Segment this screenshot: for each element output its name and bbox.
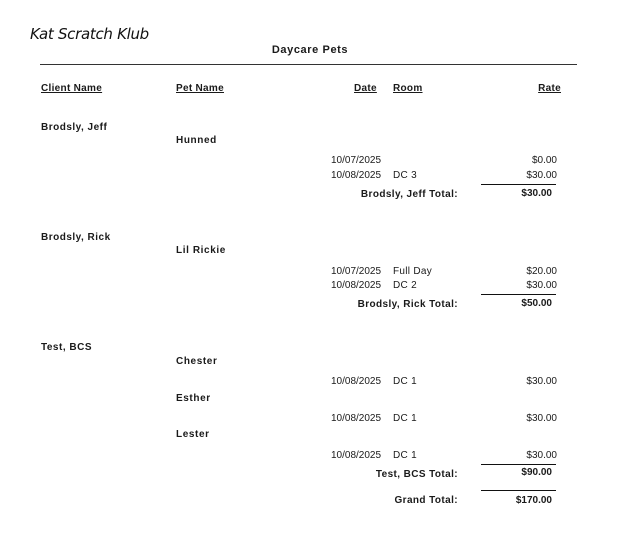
subtotal-rule	[481, 184, 556, 185]
subtotal-rule	[481, 464, 556, 465]
stay-room: DC 3	[393, 170, 417, 181]
column-header-date: Date	[354, 83, 377, 94]
client-total-value: $90.00	[521, 467, 552, 478]
stay-date: 10/08/2025	[331, 280, 382, 291]
stay-room: DC 2	[393, 280, 417, 291]
stay-rate: $20.00	[526, 266, 557, 277]
client-name: Test, BCS	[41, 342, 92, 353]
stay-date: 10/07/2025	[331, 266, 382, 277]
pet-name: Lester	[176, 429, 210, 440]
pet-name: Chester	[176, 356, 218, 367]
column-header-room: Room	[393, 83, 423, 94]
stay-date: 10/08/2025	[331, 376, 382, 387]
header-divider	[40, 64, 577, 65]
pet-name: Hunned	[176, 135, 217, 146]
stay-rate: $30.00	[526, 376, 557, 387]
pet-name: Lil Rickie	[176, 245, 226, 256]
column-header-rate: Rate	[538, 83, 561, 94]
grand-total-label: Grand Total:	[394, 495, 458, 506]
grand-total-rule	[481, 490, 556, 491]
stay-rate: $0.00	[531, 155, 557, 166]
stay-date: 10/08/2025	[331, 413, 382, 424]
company-name: Kat Scratch Klub	[30, 25, 149, 43]
client-total-label: Brodsly, Jeff Total:	[360, 189, 458, 200]
client-name: Brodsly, Rick	[41, 232, 111, 243]
stay-rate: $30.00	[526, 413, 557, 424]
grand-total-value: $170.00	[515, 495, 552, 506]
stay-date: 10/07/2025	[331, 155, 382, 166]
stay-room: DC 1	[393, 413, 417, 424]
subtotal-rule	[481, 294, 556, 295]
stay-room: Full Day	[393, 266, 433, 277]
pet-name: Esther	[176, 393, 211, 404]
client-total-value: $30.00	[521, 188, 552, 199]
client-total-label: Brodsly, Rick Total:	[357, 299, 458, 310]
column-header-pet: Pet Name	[176, 83, 224, 94]
client-total-value: $50.00	[521, 298, 552, 309]
client-name: Brodsly, Jeff	[41, 122, 108, 133]
stay-rate: $30.00	[526, 280, 557, 291]
stay-date: 10/08/2025	[331, 450, 382, 461]
stay-rate: $30.00	[526, 170, 557, 181]
stay-room: DC 1	[393, 450, 417, 461]
stay-room: DC 1	[393, 376, 417, 387]
stay-date: 10/08/2025	[331, 170, 382, 181]
report-title: Daycare Pets	[271, 44, 349, 56]
stay-rate: $30.00	[526, 450, 557, 461]
column-header-client: Client Name	[41, 83, 103, 94]
client-total-label: Test, BCS Total:	[375, 469, 458, 480]
